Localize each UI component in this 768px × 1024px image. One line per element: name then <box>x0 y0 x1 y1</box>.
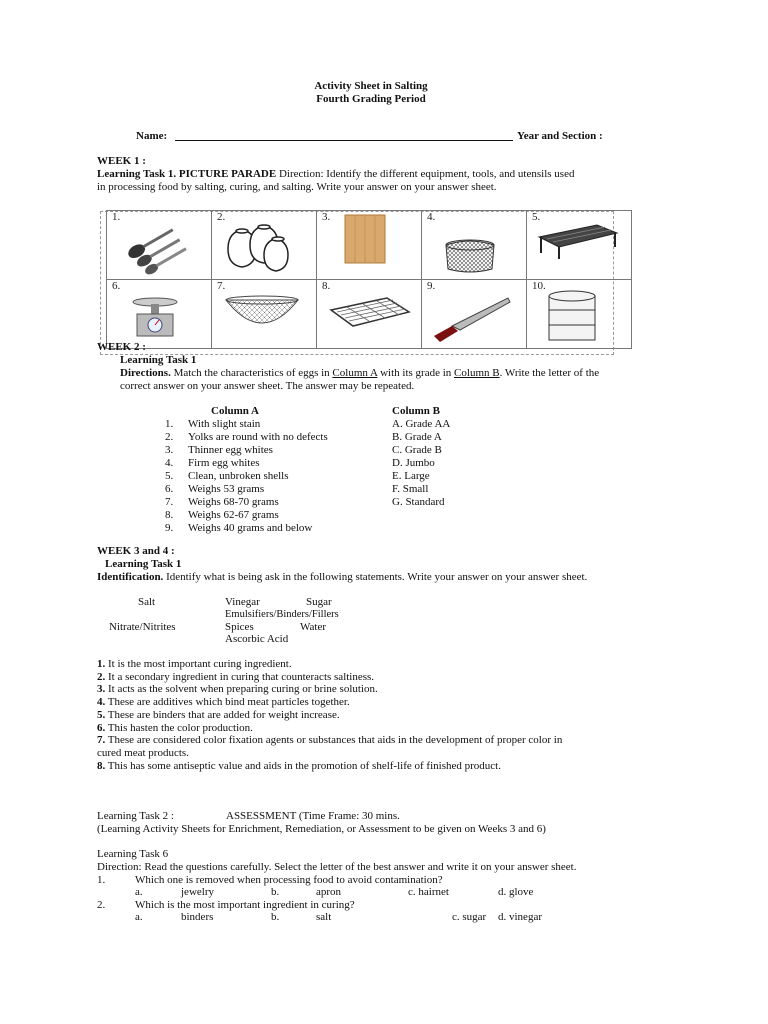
week1-heading: WEEK 1 : <box>97 155 146 167</box>
column-b-list <box>392 418 450 509</box>
picture-number: 8. <box>322 280 331 292</box>
picture-cell <box>317 211 422 280</box>
column-a-item: 8. Weighs 62-67 grams <box>165 509 279 521</box>
column-b-item: C. Grade B <box>392 444 442 456</box>
week34-heading: WEEK 3 and 4 : <box>97 545 175 557</box>
weighing-scale-icon <box>107 280 211 348</box>
identification-item: 7. These are considered color fixation agents or substances that aids in the development of proper color in <box>97 734 563 747</box>
identification-item: 2. It a secondary ingredient in curing that counteracts saltiness. <box>97 670 375 683</box>
q2-option-a[interactable]: binders <box>181 911 214 923</box>
column-a-item: 5. Clean, unbroken shells <box>165 470 289 482</box>
column-a-list <box>165 418 328 535</box>
choice-nitrate: Nitrate/Nitrites <box>109 621 176 633</box>
q2-text: Which is the most important ingredient in curing? <box>135 899 355 911</box>
week2-dir-c: . Write the letter of the <box>499 367 600 379</box>
task2-assessment: ASSESSMENT (Time Frame: 30 mins. <box>226 810 400 822</box>
column-b-title: Column B <box>392 405 440 417</box>
column-a-item: 6. Weighs 53 grams <box>165 483 265 495</box>
task6-direction: Direction: Read the questions carefully. Select the letter of the best answer and write it on your answer sheet. <box>97 861 577 873</box>
picture-number: 4. <box>427 211 436 223</box>
identification-item: 6. This hasten the color production. <box>97 721 253 734</box>
identification-items <box>97 658 562 772</box>
q1-option-b[interactable]: apron <box>316 886 342 898</box>
chopping-board-icon <box>317 211 421 279</box>
identification-item: 3. It acts as the solvent when preparing curing or brine solution. <box>97 683 378 696</box>
wire-bowl-icon <box>212 280 316 348</box>
identification-item-continuation: cured meat products. <box>97 746 189 759</box>
q2-option-a-letter[interactable]: a. <box>135 911 143 923</box>
column-a-ref: Column A <box>332 367 378 379</box>
year-section-label: Year and Section : <box>517 130 603 142</box>
q2-option-c[interactable]: c. sugar <box>452 911 487 923</box>
week2-dir-bold: Directions. <box>120 367 171 379</box>
week2-dir-a: Match the characteristics of eggs in <box>170 367 333 379</box>
column-b-ref: Column B <box>454 367 500 379</box>
column-b-item: B. Grade A <box>392 431 442 443</box>
column-a-item: 3. Thinner egg whites <box>165 444 273 456</box>
choice-sugar: Sugar <box>306 596 332 608</box>
identification-direction <box>97 571 587 584</box>
q1-text: Which one is removed when processing food to avoid contamination? <box>135 874 443 886</box>
week2-direction <box>120 367 599 380</box>
week2-direction-line2: correct answer on your answer sheet. The answer may be repeated. <box>120 380 415 392</box>
task6-label: Learning Task 6 <box>97 848 169 860</box>
picture-number: 2. <box>217 211 226 223</box>
q2-option-b[interactable]: salt <box>316 911 332 923</box>
choice-spices: Spices <box>225 621 254 633</box>
q1-option-c[interactable]: c. hairnet <box>408 886 449 898</box>
week1-direction-text: Direction: Identify the different equipment, tools, and utensils used <box>276 168 575 180</box>
choice-emulsifiers: Emulsifiers/Binders/Fillers <box>225 609 339 620</box>
q1-option-d[interactable]: d. glove <box>498 886 534 898</box>
column-a-title: Column A <box>211 405 259 417</box>
column-a-item: 2. Yolks are round with no defects <box>165 431 328 443</box>
choice-water: Water <box>300 621 326 633</box>
week34-task: Learning Task 1 <box>105 558 182 570</box>
column-b-item: G. Standard <box>392 496 445 508</box>
task2-label: Learning Task 2 : <box>97 810 174 822</box>
task2-note: (Learning Activity Sheets for Enrichment, Remediation, or Assessment to be given on Weeks 3 and 6) <box>97 823 546 835</box>
q1-option-b-letter[interactable]: b. <box>271 886 280 898</box>
clay-jars-icon <box>212 211 316 279</box>
picture-cell <box>422 280 527 349</box>
drying-rack-icon <box>527 211 631 279</box>
week1-task-label: Learning Task 1. PICTURE PARADE <box>97 168 277 180</box>
identification-bold: Identification. <box>97 571 164 583</box>
q1-option-a-letter[interactable]: a. <box>135 886 143 898</box>
week2-dir-b: with its grade in <box>377 367 455 379</box>
identification-item: 1. It is the most important curing ingredient. <box>97 658 292 670</box>
week1-direction-line2: in processing food by salting, curing, and salting. Write your answer on your answer sheet. <box>97 181 497 193</box>
column-a-item: 7. Weighs 68-70 grams <box>165 496 279 508</box>
identification-text: Identify what is being ask in the following statements. Write your answer on your answer sheet. <box>163 571 588 583</box>
mesh-basket-icon <box>422 211 526 279</box>
picture-cell <box>527 211 632 280</box>
knife-icon <box>422 280 526 348</box>
picture-cell <box>527 280 632 349</box>
sheet-title: Activity Sheet in Salting <box>314 80 428 92</box>
picture-number: 1. <box>112 211 121 223</box>
steamer-icon <box>527 280 631 348</box>
column-b-item: E. Large <box>392 470 430 482</box>
q1-option-a[interactable]: jewelry <box>181 886 214 898</box>
column-a-item: 9. Weighs 40 grams and below <box>165 522 313 534</box>
measuring-spoons-icon <box>107 211 211 279</box>
sheet-subtitle: Fourth Grading Period <box>316 93 426 105</box>
name-line[interactable] <box>175 140 513 141</box>
name-label: Name: <box>136 130 168 142</box>
identification-item: 4. These are additives which bind meat particles together. <box>97 696 350 709</box>
column-b-item: F. Small <box>392 483 429 495</box>
picture-cell <box>422 211 527 280</box>
column-a-item: 4. Firm egg whites <box>165 457 260 469</box>
week2-heading: WEEK 2 : <box>97 341 146 353</box>
grill-rack-icon <box>317 280 421 348</box>
q2-number: 2. <box>97 899 106 911</box>
column-b-item: A. Grade AA <box>392 418 451 430</box>
picture-cell <box>212 211 317 280</box>
column-b-item: D. Jumbo <box>392 457 435 469</box>
picture-number: 5. <box>532 211 541 223</box>
q2-option-b-letter[interactable]: b. <box>271 911 280 923</box>
choice-ascorbic: Ascorbic Acid <box>225 633 289 645</box>
picture-number: 6. <box>112 280 121 292</box>
picture-grid <box>106 210 632 349</box>
column-a-item: 1. With slight stain <box>165 418 261 430</box>
identification-item: 5. These are binders that are added for weight increase. <box>97 708 340 721</box>
picture-number: 3. <box>322 211 331 223</box>
choice-salt: Salt <box>138 596 156 608</box>
identification-item: 8. This has some antiseptic value and aids in the promotion of shelf-life of finished product. <box>97 759 501 772</box>
picture-number: 10. <box>532 280 546 292</box>
picture-cell <box>107 280 212 349</box>
picture-cell <box>212 280 317 349</box>
week2-task: Learning Task 1 <box>120 354 197 366</box>
q1-number: 1. <box>97 874 106 886</box>
q2-option-d[interactable]: d. vinegar <box>498 911 542 923</box>
picture-number: 9. <box>427 280 436 292</box>
choice-vinegar: Vinegar <box>225 596 260 608</box>
picture-cell <box>317 280 422 349</box>
week1-direction <box>97 168 574 181</box>
picture-number: 7. <box>217 280 226 292</box>
picture-cell <box>107 211 212 280</box>
